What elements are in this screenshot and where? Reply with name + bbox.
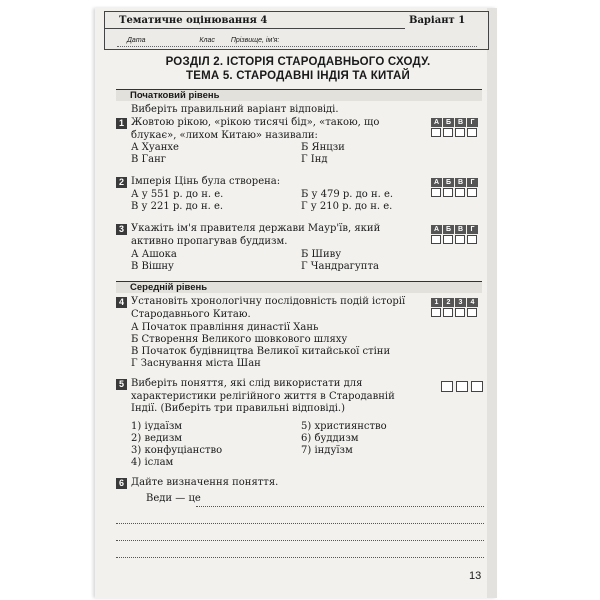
letter-v: В (455, 178, 466, 187)
q4-option-a: А Початок правління династії Хань (131, 322, 319, 333)
q5-option-6: 6) буддизм (301, 433, 359, 444)
q5-option-5: 5) християнство (301, 421, 387, 432)
answer-header-1 (431, 118, 478, 127)
q2-option-a: А у 551 р. до н. е. (131, 189, 224, 200)
question-number-1: 1 (116, 118, 127, 129)
q3-option-g: Г Чандрагупта (301, 261, 379, 272)
section-title: РОЗДІЛ 2. ІСТОРІЯ СТАРОДАВНЬОГО СХОДУ. (165, 56, 431, 68)
class-field: Клас (199, 37, 215, 44)
writing-line-1[interactable] (196, 506, 484, 507)
letter-b: Б (443, 225, 454, 234)
q2-option-g: Г у 210 р. до н. е. (301, 201, 393, 212)
level-middle: Середній рівень (116, 281, 482, 293)
digit-2: 2 (443, 298, 454, 307)
worksheet-header (104, 11, 489, 50)
question-text-6: Дайте визначення поняття. (131, 477, 279, 488)
question-number-3: 3 (116, 224, 127, 235)
q5-option-1: 1) іудаїзм (131, 421, 183, 432)
date-field: Дата (127, 37, 146, 44)
letter-a: А (431, 225, 442, 234)
letter-g: Г (467, 178, 478, 187)
q1-option-g: Г Інд (301, 154, 328, 165)
variant-label: Варіант 1 (409, 15, 466, 26)
q5-option-3: 3) конфуціанство (131, 445, 223, 456)
writing-line-2[interactable] (116, 523, 484, 524)
letter-v: В (455, 118, 466, 127)
answer-boxes-4[interactable] (431, 308, 477, 317)
page-edge (487, 8, 497, 598)
question-number-5: 5 (116, 379, 127, 390)
q4-option-v: В Початок будівництва Великої китайської стіни (131, 346, 391, 357)
q5-option-2: 2) ведизм (131, 433, 183, 444)
answer-header-2 (431, 178, 478, 187)
letter-g: Г (467, 225, 478, 234)
instruction-text: Виберіть правильний варіант відповіді. (131, 104, 339, 115)
q4-option-b: Б Створення Великого шовкового шляху (131, 334, 348, 345)
writing-line-3[interactable] (116, 540, 484, 541)
question-text-2: Імперія Цінь була створена: (131, 176, 281, 187)
answer-header-3 (431, 225, 478, 234)
letter-g: Г (467, 118, 478, 127)
q2-option-v: В у 221 р. до н. е. (131, 201, 224, 212)
q1-option-b: Б Янцзи (301, 142, 345, 153)
digit-1: 1 (431, 298, 442, 307)
name-field: Прізвище, ім'я: (230, 37, 280, 44)
q1-option-a: А Хуанхе (131, 142, 179, 153)
question-number-6: 6 (116, 478, 127, 489)
page-number: 13 (469, 570, 482, 582)
level-initial: Початковий рівень (116, 89, 482, 101)
letter-b: Б (443, 178, 454, 187)
question-number-2: 2 (116, 177, 127, 188)
q5-option-4: 4) іслам (131, 457, 174, 468)
question-text-3: Укажіть ім'я правителя держави Маур'їв, який активно пропагував буддизм. (131, 223, 381, 247)
question-text-1: Жовтою рікою, «рікою тисячі бід», «такою, що блукає», «лихом Китаю» називали: (131, 117, 380, 141)
q3-option-b: Б Шиву (301, 249, 342, 260)
header-title: Тематичне оцінювання 4 (119, 15, 268, 26)
q1-option-v: В Ганг (131, 154, 167, 165)
topic-title: ТЕМА 5. СТАРОДАВНІ ІНДІЯ ТА КИТАЙ (186, 70, 410, 82)
writing-line-4[interactable] (116, 557, 484, 558)
q2-option-b: Б у 479 р. до н. е. (301, 189, 394, 200)
question-text-5: Виберіть поняття, які слід використати для характеристики релігійного життя в Стародавній Індії. (Виберіть три правильні відповіді.) (131, 378, 395, 414)
letter-v: В (455, 225, 466, 234)
q4-option-g: Г Заснування міста Шан (131, 358, 261, 369)
q5-option-7: 7) індуїзм (301, 445, 353, 456)
question-text-4: Установіть хронологічну послідовність подій історії Стародавнього Китаю. (131, 296, 406, 320)
definition-prompt: Веди — це (146, 493, 201, 504)
letter-a: А (431, 178, 442, 187)
digit-4: 4 (467, 298, 478, 307)
header-fill-line (117, 46, 477, 47)
q3-option-a: А Ашока (131, 249, 177, 260)
order-header-4 (431, 298, 478, 307)
answer-boxes-3[interactable] (431, 235, 477, 244)
letter-a: А (431, 118, 442, 127)
student-fields (127, 37, 293, 44)
header-divider (105, 28, 405, 29)
answer-boxes-2[interactable] (431, 188, 477, 197)
answer-boxes-1[interactable] (431, 128, 477, 137)
q3-option-v: В Вішну (131, 261, 174, 272)
question-number-4: 4 (116, 297, 127, 308)
digit-3: 3 (455, 298, 466, 307)
answer-boxes-5[interactable] (441, 381, 483, 392)
letter-b: Б (443, 118, 454, 127)
